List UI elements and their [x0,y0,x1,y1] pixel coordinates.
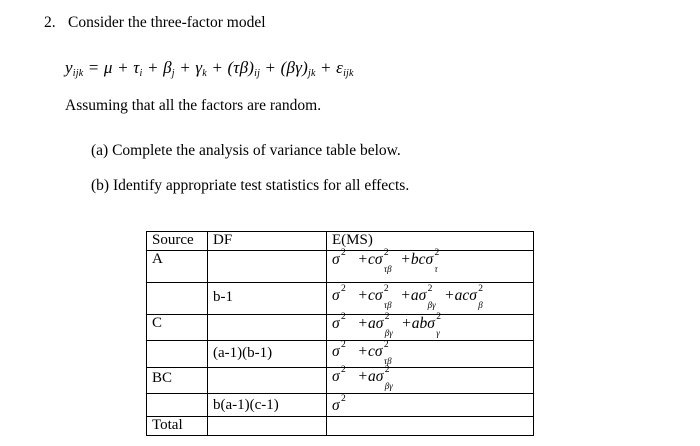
table-row [147,315,534,341]
table-header-row [147,232,534,251]
model-tau-sub: i [139,68,143,79]
row-source: Total [147,417,208,436]
assumption-text: Assuming that all the factors are random. [65,97,322,114]
model-lhs-sub: ijk [72,68,84,79]
row-df: (a-1)(b-1) [208,341,327,368]
ems-expression: σ 2 [332,394,346,414]
row-ems [327,283,534,315]
table-row [147,283,534,315]
row-source [147,394,208,417]
ems-expression: σ 2 +aσ 2 βγ [332,365,393,391]
row-ems [327,365,534,394]
row-df: b-1 [208,283,327,315]
model-mu-tau: = μ + τ [83,58,140,77]
part-b-text: (b) Identify appropriate test statistics for all effects. [91,177,410,194]
part-a-text: (a) Complete the analysis of variance table below. [91,142,401,159]
row-df: b(a-1)(c-1) [208,394,327,417]
row-source: C [147,315,208,341]
ems-expression: σ 2 +cσ 2 τβ +aσ 2 βγ +acσ 2 β [332,284,483,310]
model-equation [65,58,354,79]
anova-table [146,231,534,436]
model-taubeta: + (τβ) [206,58,255,77]
model-betagamma-sub: jk [307,68,316,79]
table-row [147,417,534,436]
row-ems [327,312,534,341]
table-row [147,341,534,368]
ems-expression: σ 2 +cσ 2 τβ [332,340,392,366]
row-ems [327,417,534,436]
row-df [208,417,327,436]
table-row [147,394,534,417]
header-source: Source [147,232,208,251]
model-epsilon-sub: ijk [343,68,354,79]
row-source [147,283,208,315]
question-number: 2. [44,14,56,31]
model-taubeta-sub: ij [254,68,261,79]
ems-expression: σ 2 +aσ 2 βγ +abσ 2 γ [332,312,441,338]
row-source: A [147,251,208,283]
table-row [147,251,534,283]
row-df [208,251,327,283]
ems-expression: σ 2 +cσ 2 τβ +bcσ 2 τ [332,248,440,274]
model-lhs: y [65,58,73,77]
model-epsilon: + ε [315,58,344,77]
row-ems [327,248,534,283]
question-prompt: Consider the three-factor model [68,14,266,31]
row-ems [327,341,534,368]
row-df [208,315,327,341]
model-beta: + β [142,58,172,77]
model-betagamma: + (βγ) [260,58,308,77]
header-df: DF [208,232,327,251]
row-source: BC [147,368,208,394]
model-gamma: + γ [174,58,203,77]
header-ems: E(MS) [327,232,534,251]
row-ems [327,394,534,417]
model-beta-sub: j [171,68,175,79]
row-df [208,368,327,394]
table-row [147,368,534,394]
row-source [147,341,208,368]
model-gamma-sub: k [202,68,207,79]
